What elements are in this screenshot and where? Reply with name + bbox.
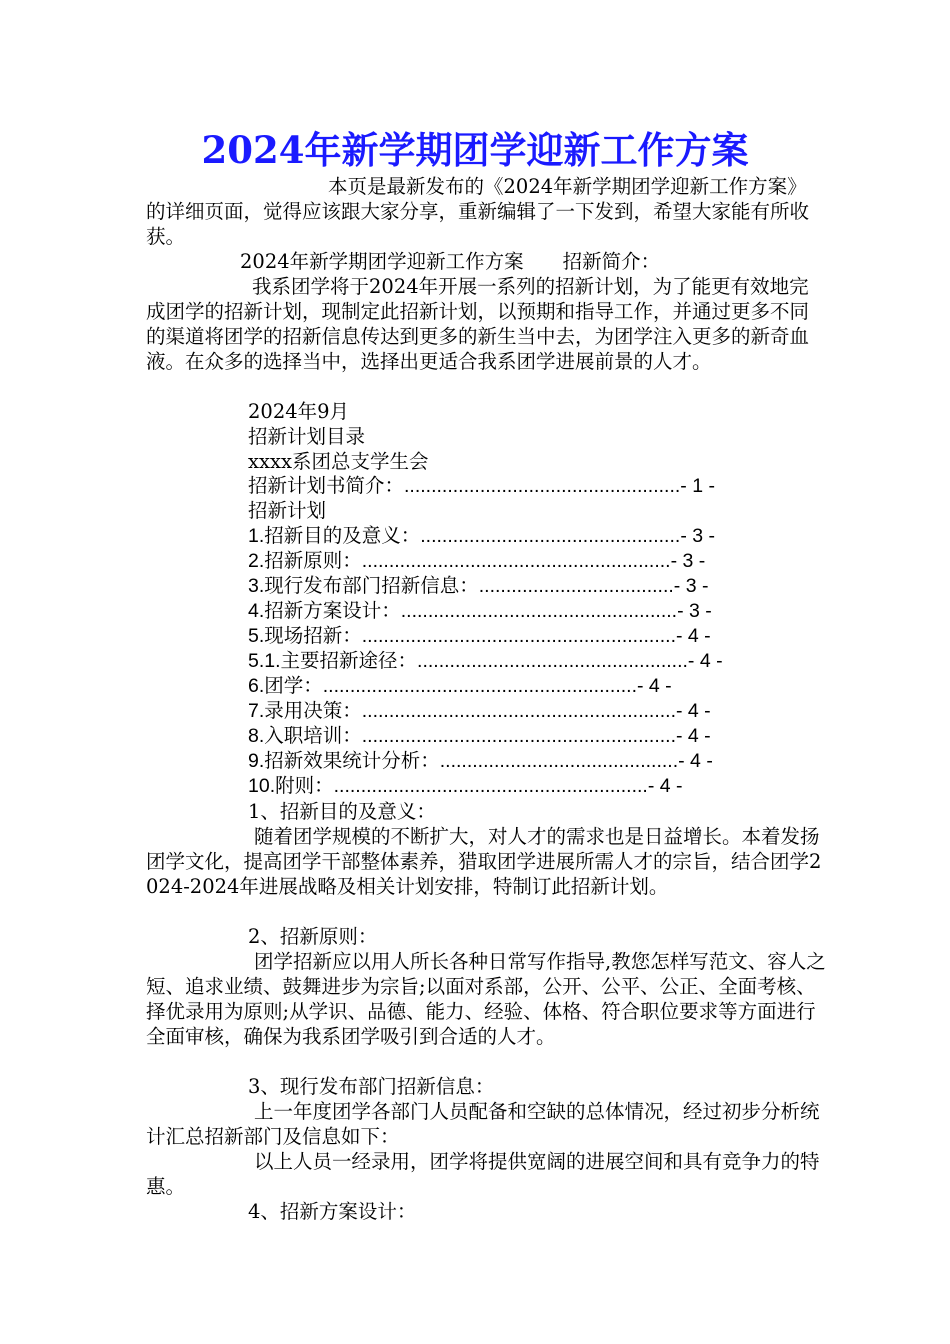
toc-item: 3.现行发布部门招新信息：....................................- 3 - — [248, 575, 709, 597]
org-line: xxxx系团总支学生会 — [248, 450, 429, 473]
section-paragraph: 团学招新应以用人所长各种日常写作指导,教您怎样写范文、容人之短、追求业绩、鼓舞进步为宗旨;以面对系部，公开、公平、公正、全面考核、择优录用为原则;从学识、品德、能力、经验、体格、符合职位要求等方面进行全面审核，确保为我系团学吸引到合适的人才。 — [146, 950, 826, 1048]
section-paragraph: 以上人员一经录用，团学将提供宽阔的进展空间和具有竞争力的特惠。 — [146, 1150, 820, 1198]
toc-item: 10.附则：..........................................................- 4 - — [248, 775, 683, 797]
toc-item: 9.招新效果统计分析：............................................- 4 - — [248, 750, 713, 772]
toc-item: 4.招新方案设计：...................................................- 3 - — [248, 600, 712, 622]
toc-title: 招新计划目录 — [248, 425, 366, 448]
date-line: 2024年9月 — [248, 400, 350, 423]
section-paragraph: 随着团学规模的不断扩大，对人才的需求也是日益增长。本着发扬团学文化，提高团学干部整体素养，猎取团学进展所需人才的宗旨，结合团学2024-2024年进展战略及相关计划安排，特制订此招新计划。 — [146, 825, 822, 898]
toc-item: 6.团学：..........................................................- 4 - — [248, 675, 672, 697]
heading-line: 2024年新学期团学迎新工作方案 招新简介： — [240, 250, 661, 273]
intro-body-paragraph: 我系团学将于2024年开展一系列的招新计划，为了能更有效地完成团学的招新计划，现制定此招新计划，以预期和指导工作，并通过更多不同的渠道将团学的招新信息传达到更多的新生当中去，为团学注入更多的新奇血液。在众多的选择当中，选择出更适合我系团学进展前景的人才。 — [146, 275, 810, 373]
section-paragraph: 上一年度团学各部门人员配备和空缺的总体情况，经过初步分析统计汇总招新部门及信息如下： — [146, 1100, 820, 1148]
document-title: 2024年新学期团学迎新工作方案 — [201, 128, 749, 172]
section-heading: 1、招新目的及意义： — [248, 800, 436, 823]
toc-item: 2.招新原则：.........................................................- 3 - — [248, 550, 706, 572]
section-heading: 4、招新方案设计： — [248, 1200, 417, 1223]
toc-item: 招新计划 — [248, 500, 327, 522]
section-heading: 2、招新原则： — [248, 925, 378, 948]
toc-item: 招新计划书简介：...................................................- 1 - — [248, 475, 715, 497]
toc-item: 1.招新目的及意义：................................................- 3 - — [248, 525, 715, 547]
intro-paragraph: 本页是最新发布的《2024年新学期团学迎新工作方案》的详细页面，觉得应该跟大家分享，重新编辑了一下发到，希望大家能有所收获。 — [146, 175, 810, 248]
section-heading: 3、现行发布部门招新信息： — [248, 1075, 495, 1098]
toc-item: 5.1.主要招新途径：..................................................- 4 - — [248, 650, 723, 672]
toc-item: 5.现场招新：..........................................................- 4 - — [248, 625, 711, 647]
toc-item: 8.入职培训：..........................................................- 4 - — [248, 725, 711, 747]
toc-item: 7.录用决策：..........................................................- 4 - — [248, 700, 711, 722]
